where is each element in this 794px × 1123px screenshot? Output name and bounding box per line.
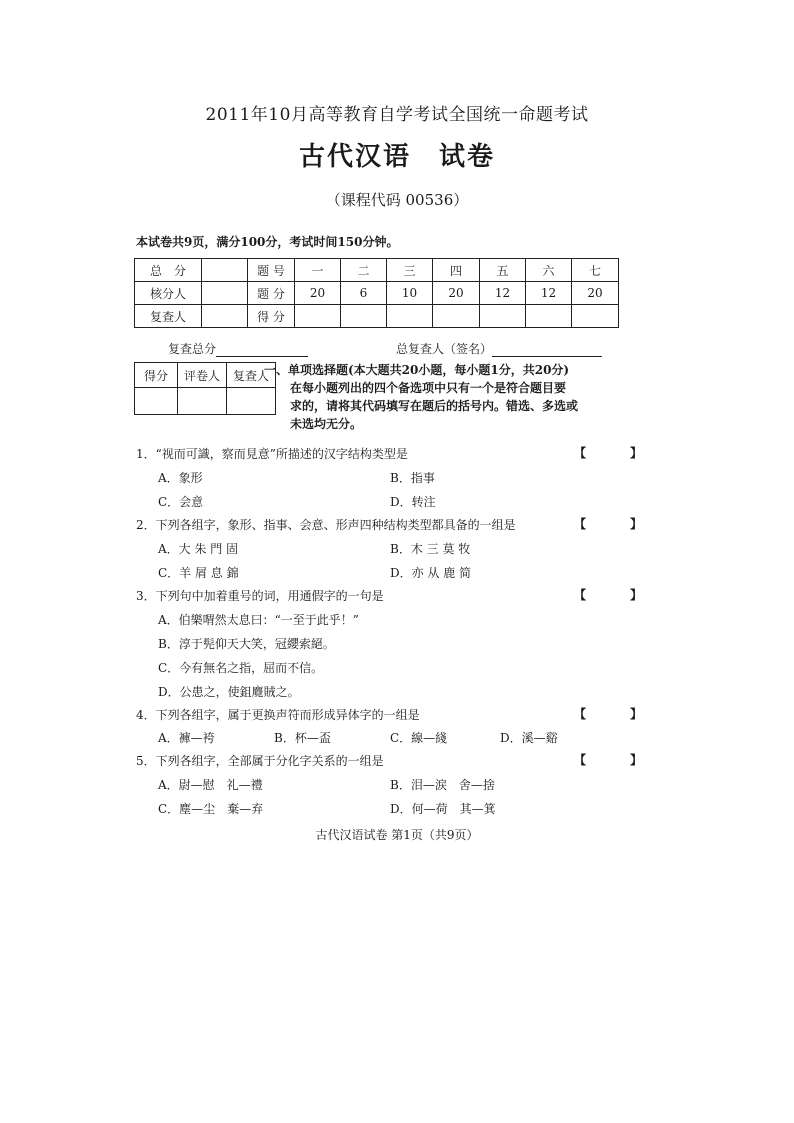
score-cell: 题 分 [248,282,295,305]
question-stem: 2．下列各组字，象形、指事、会意、形声四种结构类型都具备的一组是 [136,518,516,532]
option: A．褲—袴 [158,731,215,745]
score-cell [295,305,341,328]
option: B．杯—盃 [274,731,331,745]
question-stem: 5．下列各组字，全部属于分化字关系的一组是 [136,754,384,768]
option: D．亦 从 鹿 简 [390,566,472,580]
score-cell: 12 [480,282,526,305]
score-cell: 题 号 [248,259,295,282]
score-cell: 四 [433,259,480,282]
section-instructions [264,361,630,433]
grader-table-row [135,388,276,415]
option: B．泪—涙 舍—捨 [390,778,495,792]
answer-bracket[interactable]: 【 】 [574,753,663,767]
score-table-row [135,259,619,282]
score-cell: 总 分 [135,259,202,282]
grader-header: 得分 [135,363,178,388]
score-cell: 七 [572,259,619,282]
page-title: 古代汉语 试卷 [298,142,495,172]
score-cell: 二 [341,259,387,282]
section-title: 一、单项选择题(本大题共20小题，每小题1分，共20分) [264,363,570,377]
score-table-row [135,305,619,328]
score-cell [480,305,526,328]
grader-cell [227,388,276,415]
option: A．大 朱 門 固 [158,542,239,556]
grader-header: 复查人 [227,363,276,388]
section-text: 未选均无分。 [290,417,363,431]
score-cell [202,282,248,305]
section-text: 在每小题列出的四个备选项中只有一个是符合题目要 [290,381,567,395]
question-stem: 3．下列句中加着重号的词，用通假字的一句是 [136,589,384,603]
option: D．何—荷 其—箕 [390,802,496,816]
option: D．溪—谿 [500,731,558,745]
page-footer: 古代汉语试卷 第1页（共9页） [315,828,479,842]
section-text: 求的，请将其代码填写在题后的括号内。错选、多选或 [290,399,579,413]
score-cell [341,305,387,328]
grader-header: 评卷人 [178,363,227,388]
option: D．转注 [390,495,436,509]
score-cell: 12 [526,282,572,305]
score-cell: 五 [480,259,526,282]
chief-reviewer-line [396,340,602,357]
option: C．羊 屑 息 錦 [158,566,239,580]
exam-header: 2011年10月高等教育自学考试全国统一命题考试 [205,105,589,125]
score-cell [202,259,248,282]
score-cell: 20 [572,282,619,305]
score-cell: 20 [295,282,341,305]
option: A．伯樂喟然太息曰：“一至于此乎！” [158,613,359,627]
question-stem: 4．下列各组字，属于更换声符而形成异体字的一组是 [136,708,420,722]
answer-bracket[interactable]: 【 】 [574,446,663,460]
score-cell: 得 分 [248,305,295,328]
review-total-line [168,340,308,357]
score-cell [387,305,433,328]
answer-bracket[interactable]: 【 】 [574,707,663,721]
score-cell [433,305,480,328]
grader-table-row [135,363,276,388]
course-code: （课程代码 00536） [325,191,469,209]
grader-table [134,362,276,415]
question-stem: 1．“视而可識，察而見意”所描述的汉字结构类型是 [136,447,408,461]
score-cell [202,305,248,328]
score-cell: 复查人 [135,305,202,328]
option: A．尉—慰 礼—禮 [158,778,263,792]
option: B．指事 [390,471,435,485]
score-cell: 核分人 [135,282,202,305]
score-cell: 六 [526,259,572,282]
score-cell: 三 [387,259,433,282]
review-total-blank [216,344,308,357]
option: C．線—綫 [390,731,448,745]
option: C．今有無名之指，屈而不信。 [158,661,324,675]
score-table [134,258,619,328]
score-cell: 一 [295,259,341,282]
score-cell: 6 [341,282,387,305]
review-total-label: 复查总分 [168,342,217,356]
score-cell [526,305,572,328]
exam-instructions: 本试卷共9页，满分100分，考试时间150分钟。 [136,235,399,249]
answer-bracket[interactable]: 【 】 [574,588,663,602]
chief-reviewer-blank [492,344,602,357]
score-table-row [135,282,619,305]
option: B．木 三 莫 牧 [390,542,471,556]
option: C．塵—尘 棄—弃 [158,802,264,816]
option: D．公患之，使鉏麑賊之。 [158,685,300,699]
score-cell: 20 [433,282,480,305]
chief-reviewer-label: 总复查人（签名） [396,342,493,356]
score-cell [572,305,619,328]
option: A．象形 [158,471,203,485]
option: C．会意 [158,495,204,509]
answer-bracket[interactable]: 【 】 [574,517,663,531]
score-cell: 10 [387,282,433,305]
grader-cell [135,388,178,415]
option: B．淳于髡仰天大笑，冠纓索絕。 [158,637,335,651]
grader-cell [178,388,227,415]
